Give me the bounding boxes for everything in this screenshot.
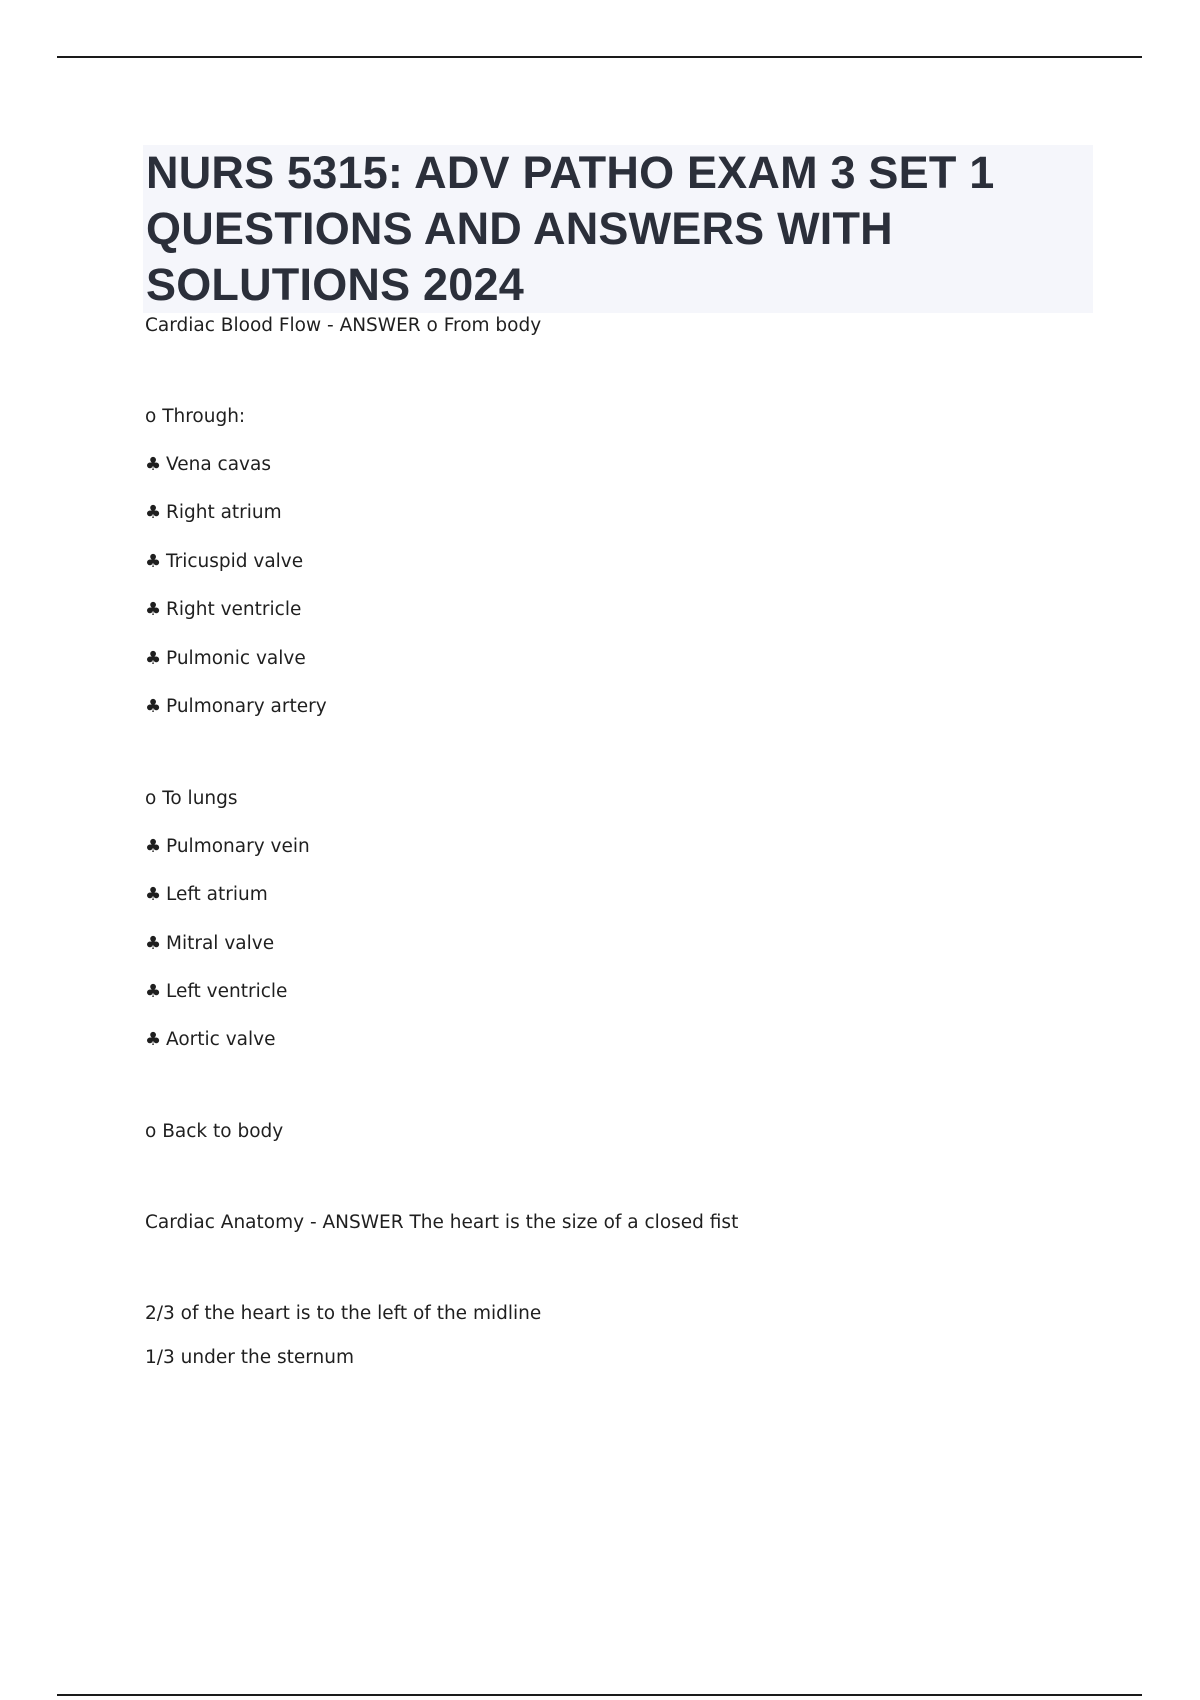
club-bullet-icon: ♣ [145, 551, 162, 572]
qa1-back-label: o Back to body [145, 1121, 284, 1142]
title-block [143, 145, 1093, 313]
list-item [145, 501, 282, 525]
list-item-label: Pulmonary artery [166, 696, 327, 717]
list-item-label: Pulmonary vein [166, 836, 310, 857]
list-item [145, 932, 274, 956]
club-bullet-icon: ♣ [145, 648, 162, 669]
list-item-label: Aortic valve [166, 1029, 276, 1050]
club-bullet-icon: ♣ [145, 933, 162, 954]
list-item [145, 598, 301, 622]
qa2-question: Cardiac Anatomy - ANSWER The heart is the size of a closed fist [145, 1212, 739, 1233]
qa1-lungs-label: o To lungs [145, 788, 238, 809]
club-bullet-icon: ♣ [145, 454, 162, 475]
title-line-2: QUESTIONS AND ANSWERS WITH [146, 203, 893, 254]
club-bullet-icon: ♣ [145, 884, 162, 905]
list-item [145, 883, 268, 907]
club-bullet-icon: ♣ [145, 599, 162, 620]
list-item-label: Right atrium [166, 502, 282, 523]
list-item-label: Tricuspid valve [166, 551, 304, 572]
club-bullet-icon: ♣ [145, 836, 162, 857]
list-item-label: Vena cavas [166, 454, 271, 475]
list-item-label: Left ventricle [166, 981, 288, 1002]
qa2-line-3: 1/3 under the sternum [145, 1347, 354, 1368]
club-bullet-icon: ♣ [145, 502, 162, 523]
list-item [145, 647, 306, 671]
top-rule [57, 56, 1142, 58]
list-item [145, 695, 327, 719]
title-line-1: NURS 5315: ADV PATHO EXAM 3 SET 1 [146, 147, 995, 198]
list-item [145, 1028, 275, 1052]
qa1-question: Cardiac Blood Flow - ANSWER o From body [145, 315, 542, 336]
club-bullet-icon: ♣ [145, 1029, 162, 1050]
document-title [143, 145, 1093, 313]
list-item [145, 835, 310, 859]
list-item [145, 453, 271, 477]
title-line-3: SOLUTIONS 2024 [146, 259, 524, 310]
bottom-rule [57, 1694, 1142, 1696]
qa2-line-2: 2/3 of the heart is to the left of the midline [145, 1303, 542, 1324]
club-bullet-icon: ♣ [145, 696, 162, 717]
list-item-label: Mitral valve [166, 933, 275, 954]
list-item [145, 550, 303, 574]
list-item [145, 980, 287, 1004]
club-bullet-icon: ♣ [145, 981, 162, 1002]
list-item-label: Right ventricle [166, 599, 302, 620]
list-item-label: Pulmonic valve [166, 648, 306, 669]
qa1-through-label: o Through: [145, 406, 246, 427]
list-item-label: Left atrium [166, 884, 268, 905]
